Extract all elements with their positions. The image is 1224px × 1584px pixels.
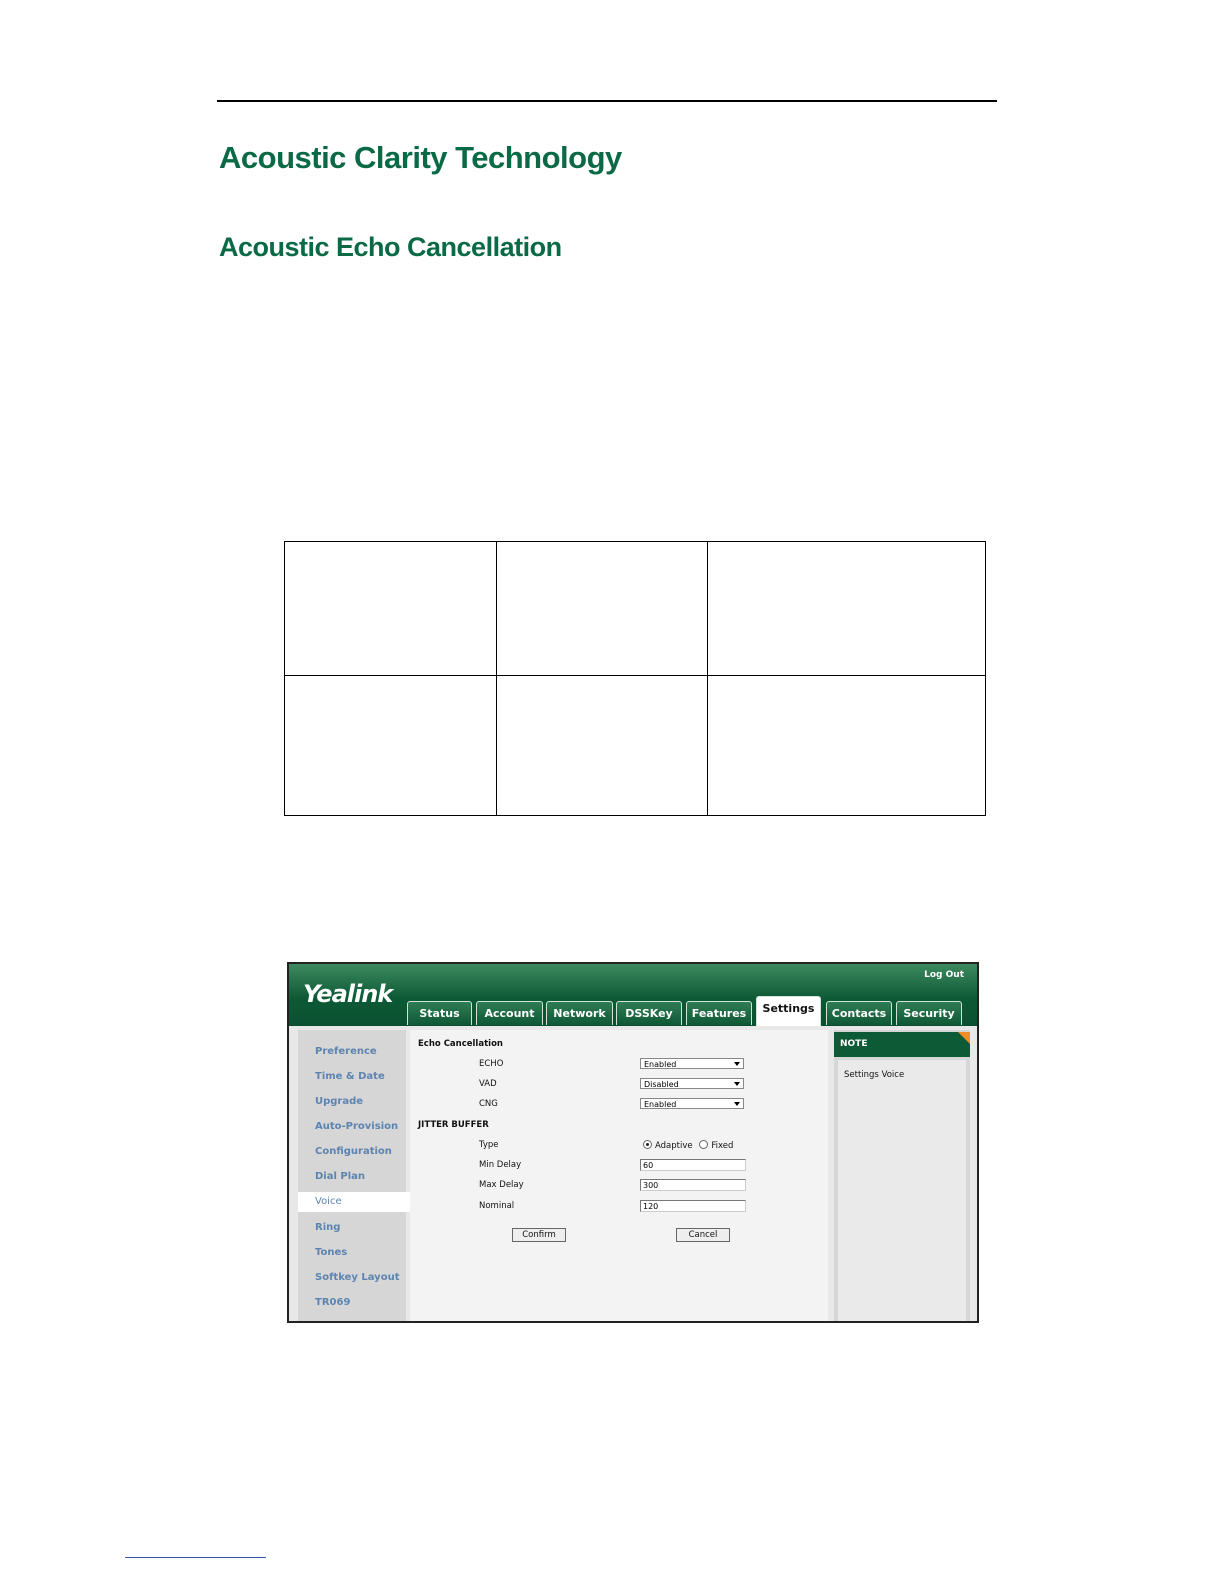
web-ui-screenshot [287, 962, 979, 1323]
table-cell [497, 542, 708, 676]
adaptive-radio[interactable] [643, 1140, 652, 1149]
table-cell [708, 676, 986, 816]
tab-features[interactable]: Features [686, 1001, 752, 1025]
table-cell [285, 676, 497, 816]
settings-form [410, 1030, 828, 1323]
footer-link-underline [125, 1557, 266, 1558]
parameter-table [284, 541, 986, 816]
sidebar [298, 1030, 406, 1323]
nominal-label: Nominal [479, 1201, 515, 1211]
sidebar-item-tr069[interactable]: TR069 [315, 1297, 351, 1308]
max-delay-label: Max Delay [479, 1180, 524, 1190]
tab-settings[interactable]: Settings [756, 996, 821, 1026]
sidebar-item-dial-plan[interactable]: Dial Plan [315, 1171, 366, 1182]
echo-select-value: Enabled [644, 1060, 677, 1069]
min-delay-input[interactable]: 60 [640, 1159, 746, 1171]
confirm-button[interactable]: Confirm [512, 1228, 566, 1242]
table-cell [708, 542, 986, 676]
adaptive-radio-label: Adaptive [655, 1141, 693, 1151]
top-bar [289, 964, 977, 1026]
jitter-section-title: JITTER BUFFER [418, 1120, 489, 1130]
table-row [285, 676, 986, 816]
sidebar-item-configuration[interactable]: Configuration [315, 1146, 392, 1157]
tab-account[interactable]: Account [476, 1001, 543, 1025]
fixed-radio[interactable] [699, 1140, 708, 1149]
tab-status[interactable]: Status [407, 1001, 472, 1025]
vad-label: VAD [479, 1079, 497, 1089]
echo-select[interactable] [640, 1058, 744, 1069]
chevron-down-icon [734, 1082, 740, 1086]
vad-select[interactable] [640, 1078, 744, 1089]
sidebar-item-ring[interactable]: Ring [315, 1222, 341, 1233]
nominal-input[interactable]: 120 [640, 1200, 746, 1212]
tab-security[interactable]: Security [896, 1001, 962, 1025]
tab-dsskey[interactable]: DSSKey [616, 1001, 682, 1025]
tab-network[interactable]: Network [546, 1001, 613, 1025]
sidebar-item-auto-provision[interactable]: Auto-Provision [315, 1121, 399, 1132]
note-panel [834, 1030, 970, 1323]
cng-select[interactable] [640, 1098, 744, 1109]
note-title: NOTE [834, 1032, 970, 1057]
table-cell [285, 542, 497, 676]
type-radio-group [643, 1139, 733, 1151]
type-label: Type [479, 1140, 499, 1150]
section-title: Acoustic Echo Cancellation [219, 232, 562, 262]
tab-contacts[interactable]: Contacts [826, 1001, 892, 1025]
table-cell [497, 676, 708, 816]
chevron-down-icon [734, 1102, 740, 1106]
cancel-button[interactable]: Cancel [676, 1228, 730, 1242]
sidebar-item-upgrade[interactable]: Upgrade [315, 1096, 364, 1107]
note-body [838, 1060, 966, 1323]
chevron-down-icon [734, 1062, 740, 1066]
note-corner-icon [958, 1032, 970, 1044]
min-delay-label: Min Delay [479, 1160, 522, 1170]
cng-select-value: Enabled [644, 1100, 677, 1109]
echo-label: ECHO [479, 1059, 504, 1069]
yealink-logo: Yealink [303, 980, 393, 1008]
echo-section-title: Echo Cancellation [418, 1039, 503, 1049]
header-rule [217, 100, 997, 102]
note-text: Settings Voice [844, 1070, 905, 1080]
page-title: Acoustic Clarity Technology [219, 140, 622, 175]
table-row [285, 542, 986, 676]
cng-label: CNG [479, 1099, 498, 1109]
max-delay-input[interactable]: 300 [640, 1179, 746, 1191]
sidebar-item-preference[interactable]: Preference [315, 1046, 377, 1057]
sidebar-item-tones[interactable]: Tones [315, 1247, 348, 1258]
fixed-radio-label: Fixed [711, 1141, 734, 1151]
sidebar-item-softkey-layout[interactable]: Softkey Layout [315, 1272, 400, 1283]
sidebar-item-time-date[interactable]: Time & Date [315, 1071, 385, 1082]
sidebar-item-voice[interactable]: Voice [298, 1192, 413, 1212]
vad-select-value: Disabled [644, 1080, 679, 1089]
logout-link[interactable]: Log Out [924, 970, 964, 980]
